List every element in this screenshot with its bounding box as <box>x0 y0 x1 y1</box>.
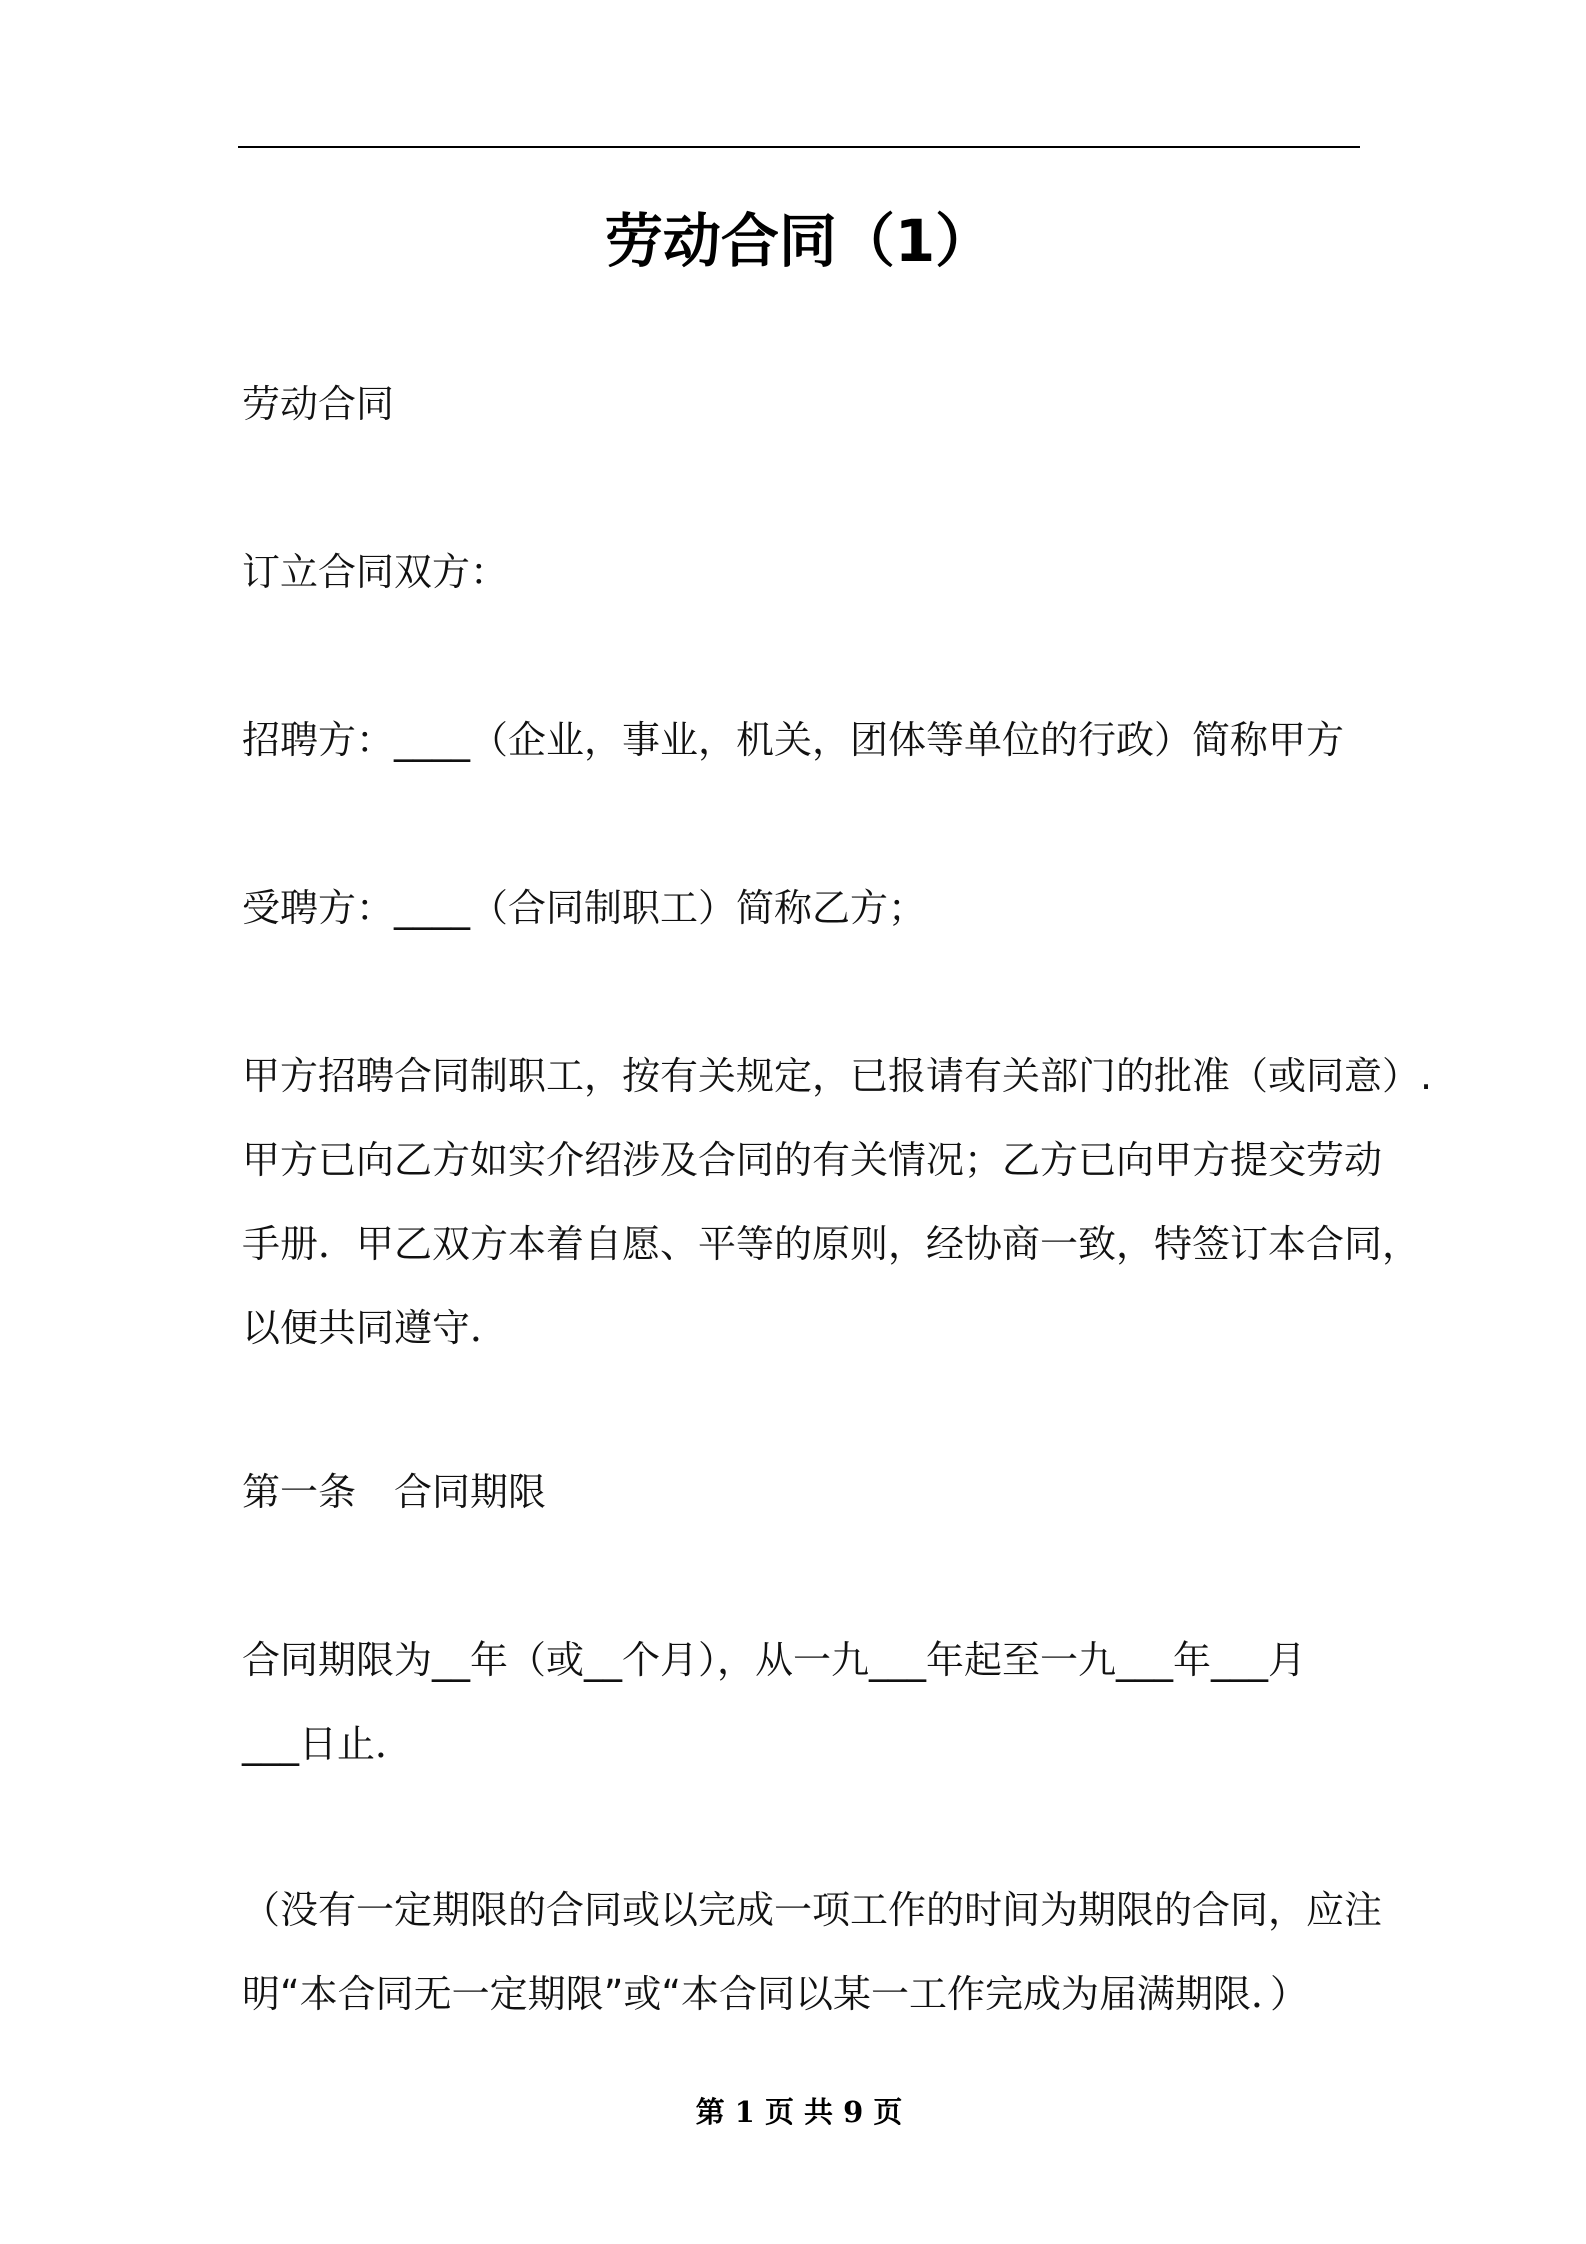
article-one-heading: 第一条 合同期限 <box>242 1470 547 1514</box>
paragraph-preamble <box>242 1034 1433 1370</box>
term-line: ___日止． <box>242 1722 414 1766</box>
document-title: 劳动合同（1） <box>604 207 994 275</box>
preamble-line: 手册．甲乙双方本着自愿、平等的原则，经协商一致，特签订本合同， <box>242 1222 1421 1266</box>
header-rule <box>238 146 1360 148</box>
paragraph-parties: 订立合同双方： <box>242 550 509 594</box>
paragraph-employer: 招聘方：____（企业，事业，机关，团体等单位的行政）简称甲方 <box>242 718 1345 762</box>
term-note-line: （没有一定期限的合同或以完成一项工作的时间为期限的合同，应注 <box>242 1888 1383 1932</box>
paragraph-employee: 受聘方：____（合同制职工）简称乙方； <box>242 886 927 930</box>
preamble-line: 甲方已向乙方如实介绍涉及合同的有关情况；乙方已向甲方提交劳动 <box>242 1138 1383 1182</box>
term-note-line: 明“本合同无一定期限”或“本合同以某一工作完成为届满期限．） <box>242 1972 1309 2016</box>
paragraph-term <box>242 1618 1382 1786</box>
preamble-line: 以便共同遵守． <box>242 1306 509 1350</box>
preamble-line: 甲方招聘合同制职工，按有关规定，已报请有关部门的批准（或同意）. <box>242 1054 1433 1098</box>
page-footer: 第 1 页 共 9 页 <box>695 2095 903 2129</box>
term-line: 合同期限为__年（或__个月），从一九___年起至一九___年___月 <box>242 1638 1307 1682</box>
paragraph-term-note <box>242 1868 1382 2036</box>
paragraph-contract-heading: 劳动合同 <box>242 382 395 426</box>
